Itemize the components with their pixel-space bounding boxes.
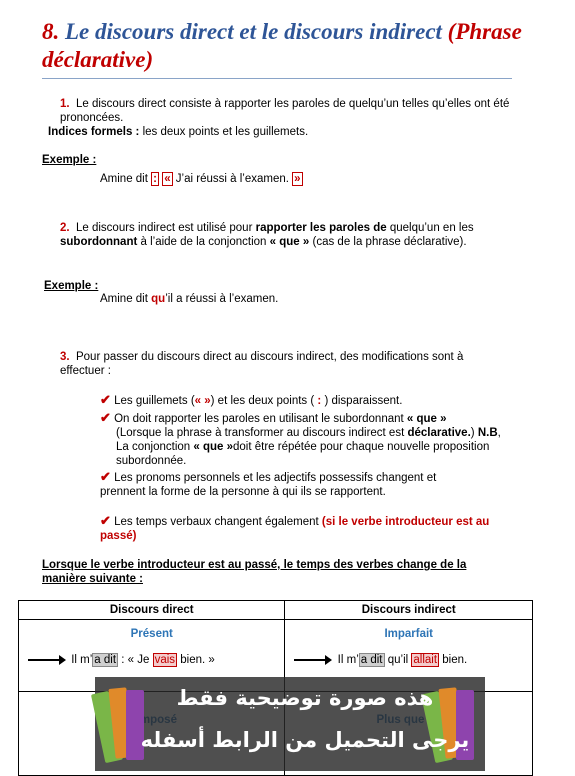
title-divider <box>42 78 512 79</box>
example-present: Il m’ a dit : « Je vais bien. » <box>20 654 283 666</box>
cell-imparfait: Imparfait Il m’ a dit qu’il allait bien. <box>285 620 533 692</box>
bullet-subordonnant: ✔ On doit rapporter les paroles en utilisant le subordonnant « que » (Lorsque la phrase à transformer au discours indirect est déclarative.) N.B, La conjonction « que »doit être répétée pour chaque nouvelle proposition subordonnée. <box>100 410 501 467</box>
cell-present: Présent Il m’ a dit : « Je vais bien. » <box>19 620 285 692</box>
bullet-guillemets: ✔ Les guillemets (« ») et les deux points ( : ) disparaissent. <box>100 392 403 407</box>
indices-formels: Indices formels : les deux points et les guillemets. <box>48 126 309 138</box>
example-direct: Amine dit : « J’ai réussi à l’examen. » <box>100 173 301 185</box>
check-icon: ✔ <box>100 410 111 425</box>
exemple-label-2: Exemple : <box>44 280 99 292</box>
arrow-icon <box>28 659 64 661</box>
check-icon: ✔ <box>100 469 111 484</box>
section-3: 3. Pour passer du discours direct au discours indirect, des modifications sont à effectuer : <box>60 351 464 377</box>
example-indirect: Amine dit qu’il a réussi à l’examen. <box>100 293 279 305</box>
check-icon: ✔ <box>100 513 111 528</box>
header-direct: Discours direct <box>19 601 285 620</box>
overlay-line-2: يرجى التحميل من الرابط أسفله <box>140 728 470 752</box>
passe-note: Lorsque le verbe introducteur est au passé, le temps des verbes change de la manière suivante : <box>42 559 467 585</box>
section-2: 2. Le discours indirect est utilisé pour rapporter les paroles de quelqu’un en les subordonnant à l’aide de la conjonction « que » (cas de la phrase déclarative). <box>60 222 474 248</box>
section-1: 1. Le discours direct consiste à rapporter les paroles de quelqu’un telles qu’elles ont été prononcées. <box>60 98 510 124</box>
arrow-icon <box>294 659 330 661</box>
exemple-label-1: Exemple : <box>42 154 97 166</box>
bullet-temps: ✔ Les temps verbaux changent également (si le verbe introducteur est au passé) <box>100 513 490 542</box>
overlay-line-1: هذه صورة توضيحية فقط <box>176 686 434 710</box>
header-indirect: Discours indirect <box>285 601 533 620</box>
example-imparfait: Il m’ a dit qu’il allait bien. <box>286 654 531 666</box>
check-icon: ✔ <box>100 392 111 407</box>
bullet-pronoms: ✔ Les pronoms personnels et les adjectifs possessifs changent et prennent la forme de la personne à qui ils se rapportent. <box>100 469 437 498</box>
page-title: 8. Le discours direct et le discours indirect (Phrase déclarative) <box>42 19 522 72</box>
